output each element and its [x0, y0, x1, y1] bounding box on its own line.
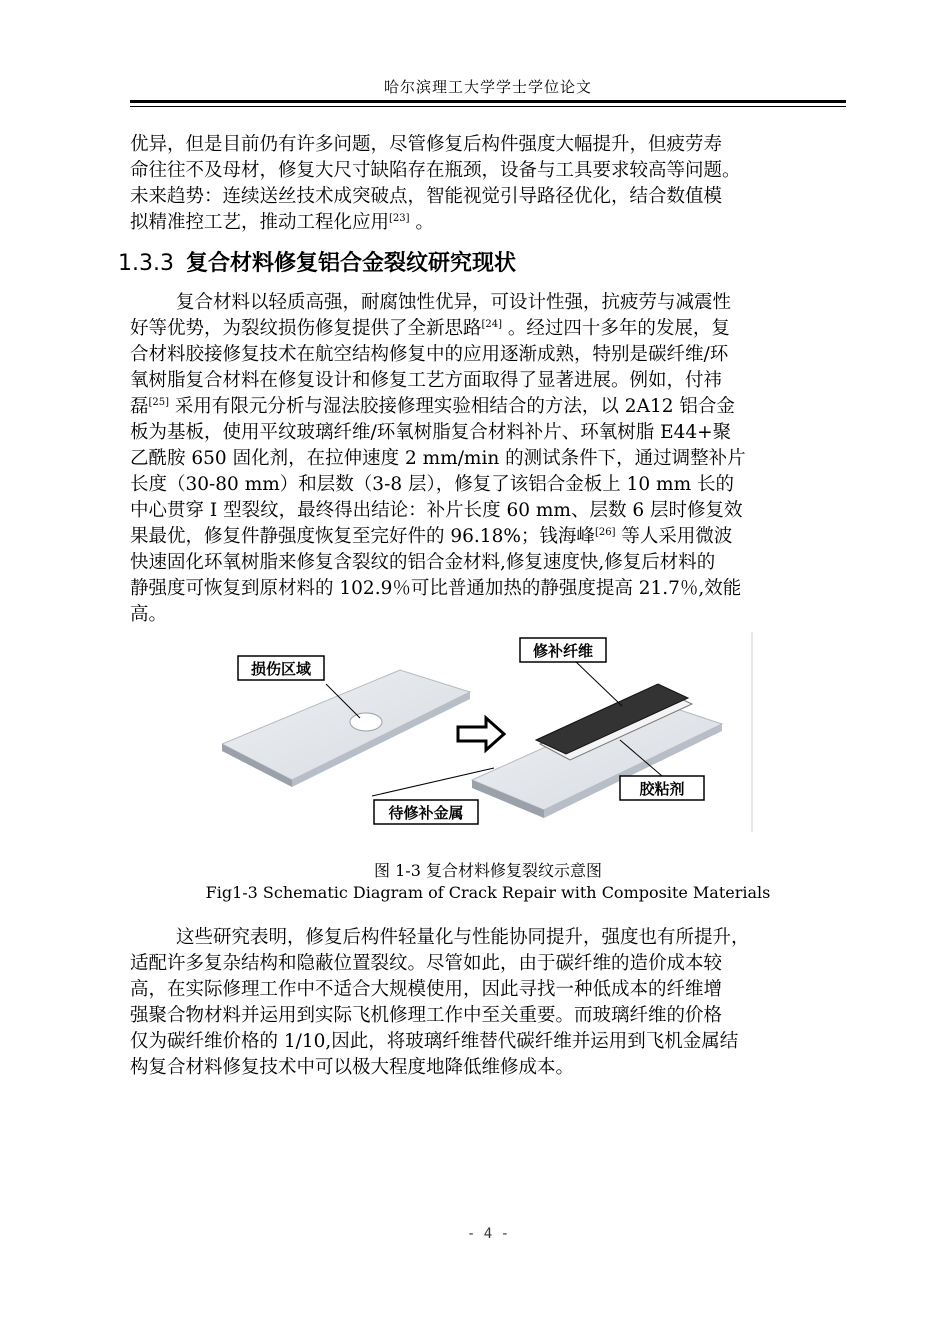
page-number: - 4 - [466, 1226, 510, 1242]
citation-ref: [25] [148, 397, 170, 408]
text-line: 适配许多复杂结构和隐蔽位置裂纹。尽管如此，由于碳纤维的造价成本较 [130, 953, 723, 974]
text-line [130, 316, 846, 342]
label-metal-to-repair: 待修补金属 [388, 804, 464, 822]
text-segment: 好等优势，为裂纹损伤修复提供了全新思路 [130, 318, 482, 339]
damage-hole [350, 713, 382, 731]
text-line: 静强度可恢复到原材料的 102.9％可比普通加热的静强度提高 21.7％,效能 [130, 578, 742, 599]
section-title: 复合材料修复铝合金裂纹研究现状 [185, 251, 516, 276]
header-rule-thin [130, 106, 846, 107]
citation-ref: [23] [389, 213, 410, 224]
text-line: 乙酰胺 650 固化剂，在拉伸速度 2 mm/min 的测试条件下，通过调整补片 [130, 448, 746, 469]
figure-caption-cn: 图 1-3 复合材料修复裂纹示意图 [374, 861, 602, 880]
leader-line [574, 660, 622, 706]
label-damage-area: 损伤区域 [250, 660, 312, 678]
text-line [130, 394, 846, 420]
text-segment: 果最优，修复件静强度恢复至完好件的 96.18%；钱海峰 [130, 526, 595, 547]
text-segment: 采用有限元分析与湿法胶接修理实验相结合的方法，以 2A12 铝合金 [169, 396, 735, 417]
damaged-plate [222, 670, 470, 787]
text-line: 复合材料以轻质高强，耐腐蚀性优异，可设计性强，抗疲劳与减震性 [176, 292, 732, 313]
text-line: 这些研究表明，修复后构件轻量化与性能协同提升，强度也有所提升， [176, 927, 750, 948]
text-segment: 。 [409, 212, 434, 233]
header-rule-thick [130, 100, 846, 103]
paragraph-1 [130, 132, 846, 236]
text-segment: 等人采用微波 [615, 526, 733, 547]
figure-caption-en: Fig1-3 Schematic Diagram of Crack Repair with Composite Materials [205, 883, 771, 902]
text-line: 快速固化环氧树脂来修复含裂纹的铝合金材料,修复速度快,修复后材料的 [130, 552, 716, 573]
text-line: 长度（30-80 mm）和层数（3-8 层），修复了该铝合金板上 10 mm 长的 [130, 474, 734, 495]
citation-ref: [24] [481, 319, 503, 330]
text-line: 高，在实际修理工作中不适合大规模使用，因此寻找一种低成本的纤维增 [130, 979, 723, 1000]
text-line: 优异，但是目前仍有许多问题，尽管修复后构件强度大幅提升，但疲劳寿 [130, 134, 723, 155]
text-segment: 。经过四十多年的发展，复 [502, 318, 730, 339]
transform-arrow [458, 718, 504, 750]
text-line: 强聚合物材料并运用到实际飞机修理工作中至关重要。而玻璃纤维的价格 [130, 1005, 723, 1026]
paragraph-2 [130, 290, 846, 628]
text-line: 高。 [130, 604, 168, 625]
section-number: 1.3.3 [118, 251, 174, 276]
text-line: 仅为碳纤维价格的 1/10,因此，将玻璃纤维替代碳纤维并运用到飞机金属结 [130, 1031, 739, 1052]
text-line: 板为基板，使用平纹玻璃纤维/环氧树脂复合材料补片、环氧树脂 E44+聚 [130, 422, 732, 443]
repair-schematic-figure [222, 632, 756, 832]
label-adhesive: 胶粘剂 [639, 780, 685, 798]
running-header: 哈尔滨理工大学学士学位论文 [383, 78, 592, 96]
text-line: 命往往不及母材，修复大尺寸缺陷存在瓶颈，设备与工具要求较高等问题。 [130, 160, 741, 181]
text-line: 未来趋势：连续送丝技术成突破点，智能视觉引导路径优化，结合数值模 [130, 186, 723, 207]
text-line: 氧树脂复合材料在修复设计和修复工艺方面取得了显著进展。例如，付祎 [130, 370, 723, 391]
section-heading [118, 246, 516, 277]
text-line [130, 524, 846, 550]
paragraph-3 [130, 925, 846, 1081]
label-repair-fiber: 修补纤维 [532, 642, 594, 660]
text-line [130, 210, 846, 236]
citation-ref: [26] [594, 527, 616, 538]
text-line: 中心贯穿 I 型裂纹，最终得出结论：补片长度 60 mm、层数 6 层时修复效 [130, 500, 743, 521]
text-segment: 磊 [130, 396, 149, 417]
text-line: 合材料胶接修复技术在航空结构修复中的应用逐渐成熟，特别是碳纤维/环 [130, 344, 729, 365]
text-segment: 拟精准控工艺，推动工程化应用 [130, 212, 390, 233]
text-line: 构复合材料修复技术中可以极大程度地降低维修成本。 [130, 1057, 575, 1078]
